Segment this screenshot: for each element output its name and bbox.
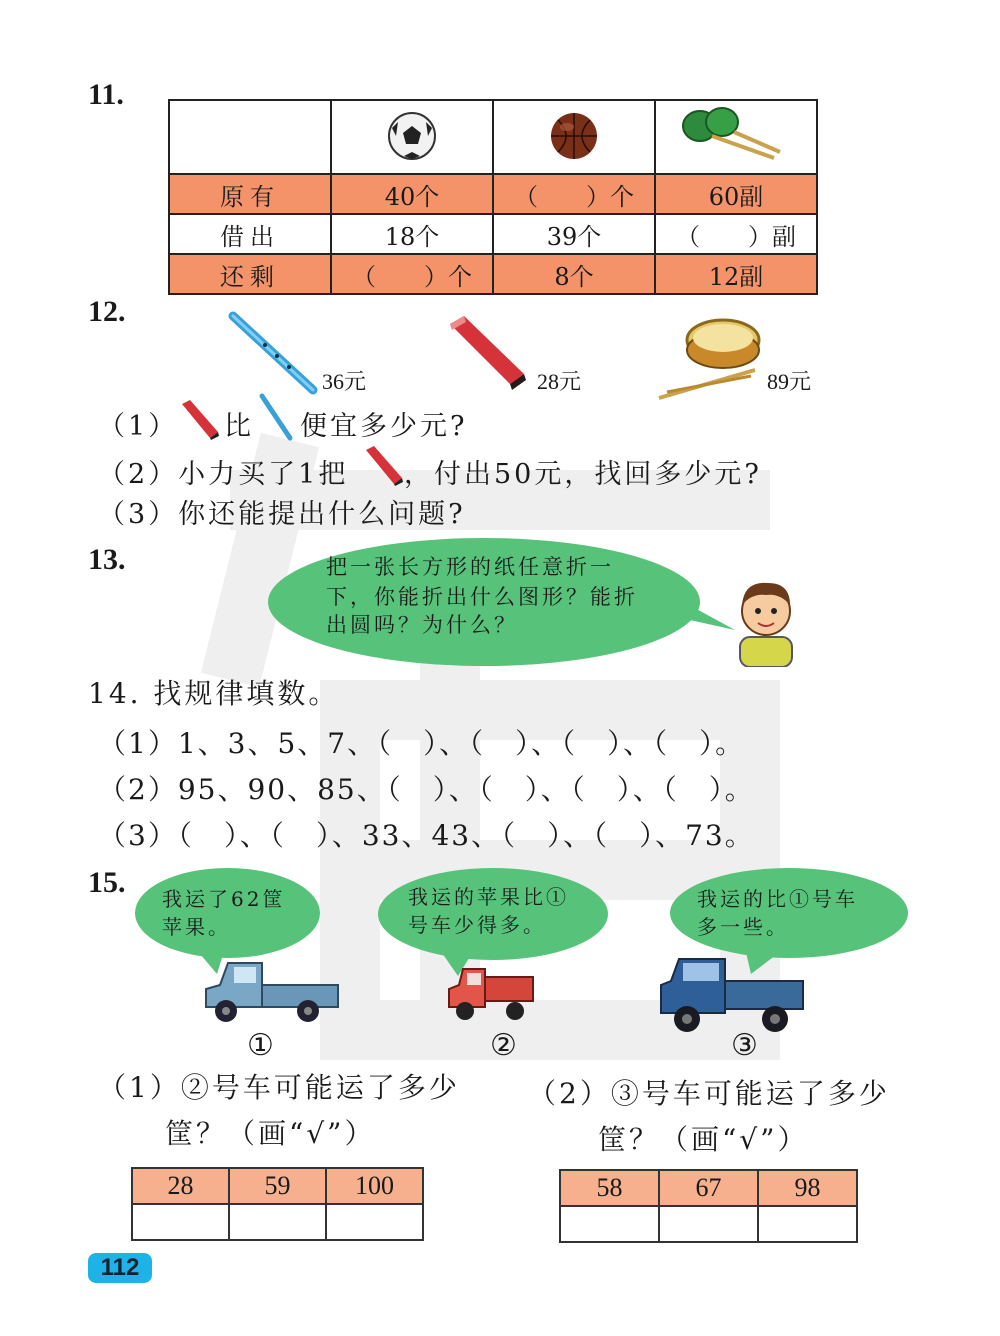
table-cell-blank[interactable]: （ ）个 — [493, 174, 655, 214]
check-cell[interactable] — [560, 1206, 659, 1242]
table-cell: 8个 — [493, 254, 655, 294]
check-cell[interactable] — [326, 1204, 423, 1240]
basketball-cell — [493, 100, 655, 174]
harmonica-icon — [440, 312, 530, 392]
price-flute: 36元 — [322, 369, 367, 394]
option-cell: 28 — [132, 1168, 229, 1204]
inventory-table — [168, 99, 818, 295]
tambourine-icon — [655, 310, 765, 402]
table-cell: 40个 — [331, 174, 493, 214]
q12-part1-question: 便宜多少元? — [300, 411, 468, 442]
bubble1-line-1: 我运了62筐 — [162, 887, 286, 911]
option-cell: 100 — [326, 1168, 423, 1204]
row-label-original: 原有 — [169, 174, 331, 214]
bubble1-line-2: 苹果。 — [162, 915, 231, 939]
option-cell: 98 — [758, 1170, 857, 1206]
truck-3-icon — [655, 955, 807, 1035]
soccer-ball-cell — [331, 100, 493, 174]
q13-line-1: 把一张长方形的纸任意折一 — [326, 555, 614, 579]
truck-2-label: ② — [490, 1028, 517, 1063]
truck-2-icon — [445, 963, 537, 1025]
badminton-racket-cell — [655, 100, 817, 174]
harmonica-small-icon — [178, 398, 220, 440]
q13-line-3: 出圆吗？为什么？ — [326, 613, 518, 637]
q15-part2-line-1: （2）③号车可能运了多少 — [528, 1077, 890, 1110]
question-12-number: 12. — [88, 295, 126, 328]
option-cell: 67 — [659, 1170, 758, 1206]
price-harmonica: 28元 — [537, 369, 582, 394]
check-cell[interactable] — [758, 1206, 857, 1242]
question-11-number: 11. — [88, 78, 124, 111]
q13-line-2: 下，你能折出什么图形？能折 — [326, 585, 638, 609]
table-cell: 60副 — [655, 174, 817, 214]
bubble3-line-1: 我运的比①号车 — [697, 887, 858, 911]
row-label-borrowed: 借出 — [169, 214, 331, 254]
q12-part1-compare: 比 — [224, 411, 254, 442]
q12-part2-prefix: （2）小力买了1把 — [98, 459, 349, 490]
bubble3-line-2: 多一些。 — [697, 915, 789, 939]
check-cell[interactable] — [132, 1204, 229, 1240]
bubble2-line-1: 我运的苹果比① — [408, 885, 569, 909]
question-15-number: 15. — [88, 866, 126, 899]
table-corner-cell — [169, 100, 331, 174]
q12-part2-question: ，付出50元，找回多少元? — [404, 459, 762, 490]
truck-3-label: ③ — [731, 1028, 758, 1063]
q14-line-1: （1）1、3、5、7、（ ）、（ ）、（ ）、（ ）。 — [98, 727, 746, 760]
option-cell: 58 — [560, 1170, 659, 1206]
question-13-number: 13. — [88, 543, 126, 576]
table-cell-blank[interactable]: （ ）副 — [655, 214, 817, 254]
q12-part3: （3）你还能提出什么问题? — [98, 499, 466, 530]
truck-1-label: ① — [247, 1028, 274, 1063]
q15-part2-line-2: 筐？（画“√”） — [598, 1123, 809, 1156]
table-cell: 39个 — [493, 214, 655, 254]
badminton-racket-icon — [676, 102, 796, 166]
answer-table-2 — [559, 1169, 858, 1243]
row-label-remaining: 还剩 — [169, 254, 331, 294]
truck-1-icon — [200, 955, 342, 1027]
check-cell[interactable] — [659, 1206, 758, 1242]
page-number-badge: 112 — [88, 1253, 152, 1283]
question-14-title: 14. 找规律填数。 — [88, 677, 340, 710]
table-cell: 12副 — [655, 254, 817, 294]
q15-part1-line-1: （1）②号车可能运了多少 — [98, 1071, 460, 1104]
answer-table-1 — [131, 1167, 424, 1241]
price-tambourine: 89元 — [767, 369, 812, 394]
q12-part1-prefix: （1） — [98, 411, 179, 442]
basketball-icon — [544, 106, 604, 162]
check-cell[interactable] — [229, 1204, 326, 1240]
table-cell-blank[interactable]: （ ）个 — [331, 254, 493, 294]
soccer-ball-icon — [382, 106, 442, 162]
option-cell: 59 — [229, 1168, 326, 1204]
q14-line-3: （3）（ ）、（ ）、33、43、（ ）、（ ）、73。 — [98, 819, 755, 852]
q14-line-2: （2）95、90、85、（ ）、（ ）、（ ）、（ ）。 — [98, 773, 755, 806]
bubble2-line-2: 号车少得多。 — [408, 913, 546, 937]
table-cell: 18个 — [331, 214, 493, 254]
recorder-flute-icon — [225, 308, 325, 398]
q15-part1-line-2: 筐？（画“√”） — [165, 1117, 376, 1150]
harmonica-small-icon — [362, 444, 404, 486]
flute-small-icon — [258, 392, 294, 442]
boy-character-icon — [730, 575, 800, 667]
